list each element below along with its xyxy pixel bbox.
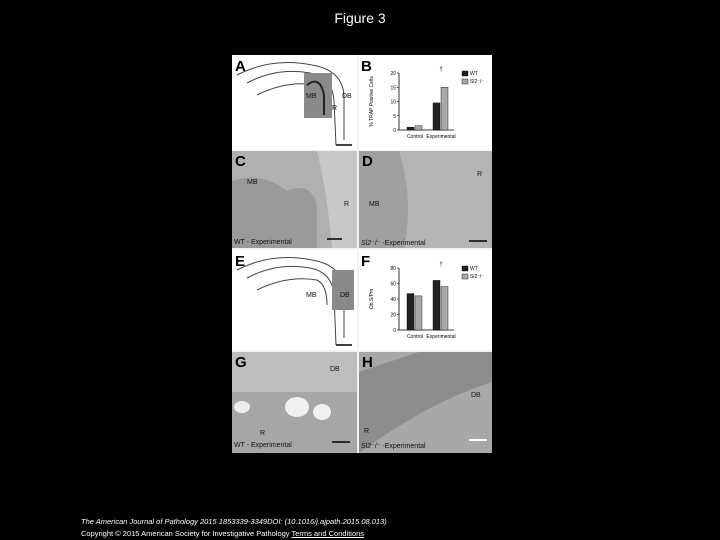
- legend-label: WT: [470, 71, 478, 77]
- figure-panels: [232, 55, 492, 453]
- chart-b: [359, 55, 492, 150]
- x-tick-label: Experimental: [426, 334, 456, 340]
- panel-d-mb: MB: [369, 201, 380, 208]
- panel-a-label: A: [235, 58, 246, 75]
- panel-a-r: R: [332, 105, 338, 112]
- y-tick-label: 0: [393, 328, 396, 334]
- legend-label: Sl2⁻/⁻: [470, 274, 484, 280]
- bar: [415, 296, 422, 330]
- panel-c-label: C: [235, 153, 246, 170]
- figure-title: Figure 3: [334, 10, 386, 26]
- y-tick-label: 0: [393, 128, 396, 134]
- panel-c: [232, 151, 357, 248]
- bar: [433, 280, 440, 330]
- bar: [407, 127, 414, 130]
- bar: [441, 87, 448, 130]
- significance-marker: †: [439, 67, 443, 73]
- legend-swatch: [462, 79, 468, 84]
- panel-g-db: DB: [330, 366, 340, 373]
- x-tick-label: Experimental: [426, 134, 456, 140]
- y-axis-label: Ob.S/Pm: [369, 288, 375, 310]
- panel-d-label: D: [362, 153, 373, 170]
- y-tick-label: 15: [390, 85, 396, 92]
- y-tick-label: 40: [390, 297, 396, 303]
- histology-h: [359, 352, 492, 453]
- legend-label: WT: [470, 266, 478, 272]
- citation-line: The American Journal of Pathology 2015 1853339-3349DOI: (10.1016/j.ajpath.2015.08.013): [81, 517, 387, 526]
- bar: [441, 287, 448, 330]
- legend-swatch: [462, 71, 468, 76]
- bar: [407, 294, 414, 330]
- panel-g-label: G: [235, 354, 247, 371]
- panel-a: [232, 55, 357, 150]
- y-tick-label: 5: [393, 113, 396, 120]
- bar: [415, 126, 422, 130]
- tooth-schematic-e: [232, 250, 357, 350]
- legend-label: Sl2⁻/⁻: [470, 79, 484, 85]
- bar: [433, 103, 440, 130]
- tooth-schematic-a: [232, 55, 357, 150]
- panel-h-db: DB: [471, 392, 481, 399]
- panel-g-caption: WT - Experimental: [234, 442, 292, 449]
- terms-link[interactable]: Terms and Conditions: [291, 529, 365, 538]
- y-tick-label: 10: [390, 99, 396, 106]
- y-tick-label: 80: [390, 266, 396, 272]
- copyright-line: Copyright © 2015 American Society for Investigative Pathology Terms and Conditions: [81, 529, 365, 538]
- panel-f: [359, 250, 492, 350]
- panel-c-r: R: [344, 201, 350, 208]
- x-tick-label: Control: [406, 334, 424, 340]
- histology-d: [359, 151, 492, 248]
- y-axis-label: % TRAP Positive Cells: [369, 76, 375, 127]
- panel-d-r: R: [477, 171, 483, 178]
- panel-e: [232, 250, 357, 350]
- y-tick-label: 20: [390, 312, 396, 319]
- panel-g: [232, 352, 357, 453]
- panel-h-r: R: [364, 428, 370, 435]
- panel-d-caption: Sl2⁻/⁻ -Experimental: [361, 240, 426, 247]
- panel-h: [359, 352, 492, 453]
- x-tick-label: Control: [406, 134, 424, 140]
- footer: [81, 517, 461, 538]
- panel-c-mb: MB: [247, 179, 258, 186]
- panel-b: [359, 55, 492, 150]
- panel-a-mb: MB: [306, 93, 317, 100]
- panel-g-r: R: [260, 430, 266, 437]
- panel-e-label: E: [235, 253, 246, 270]
- panel-a-db: DB: [342, 93, 352, 100]
- panel-e-db: DB: [340, 292, 350, 299]
- histology-c: [232, 151, 357, 248]
- y-tick-label: 60: [390, 281, 396, 288]
- panel-e-mb: MB: [306, 292, 317, 299]
- panel-h-caption: Sl2⁻/⁻ -Experimental: [361, 443, 426, 450]
- panel-c-caption: WT - Experimental: [234, 239, 292, 246]
- y-tick-label: 20: [390, 71, 396, 77]
- panel-h-label: H: [362, 354, 373, 371]
- legend-swatch: [462, 274, 468, 279]
- panel-f-label: F: [361, 253, 371, 270]
- legend-swatch: [462, 266, 468, 271]
- significance-marker: †: [439, 262, 443, 268]
- chart-f: [359, 250, 492, 350]
- panel-d: [359, 151, 492, 248]
- panel-b-label: B: [361, 58, 372, 75]
